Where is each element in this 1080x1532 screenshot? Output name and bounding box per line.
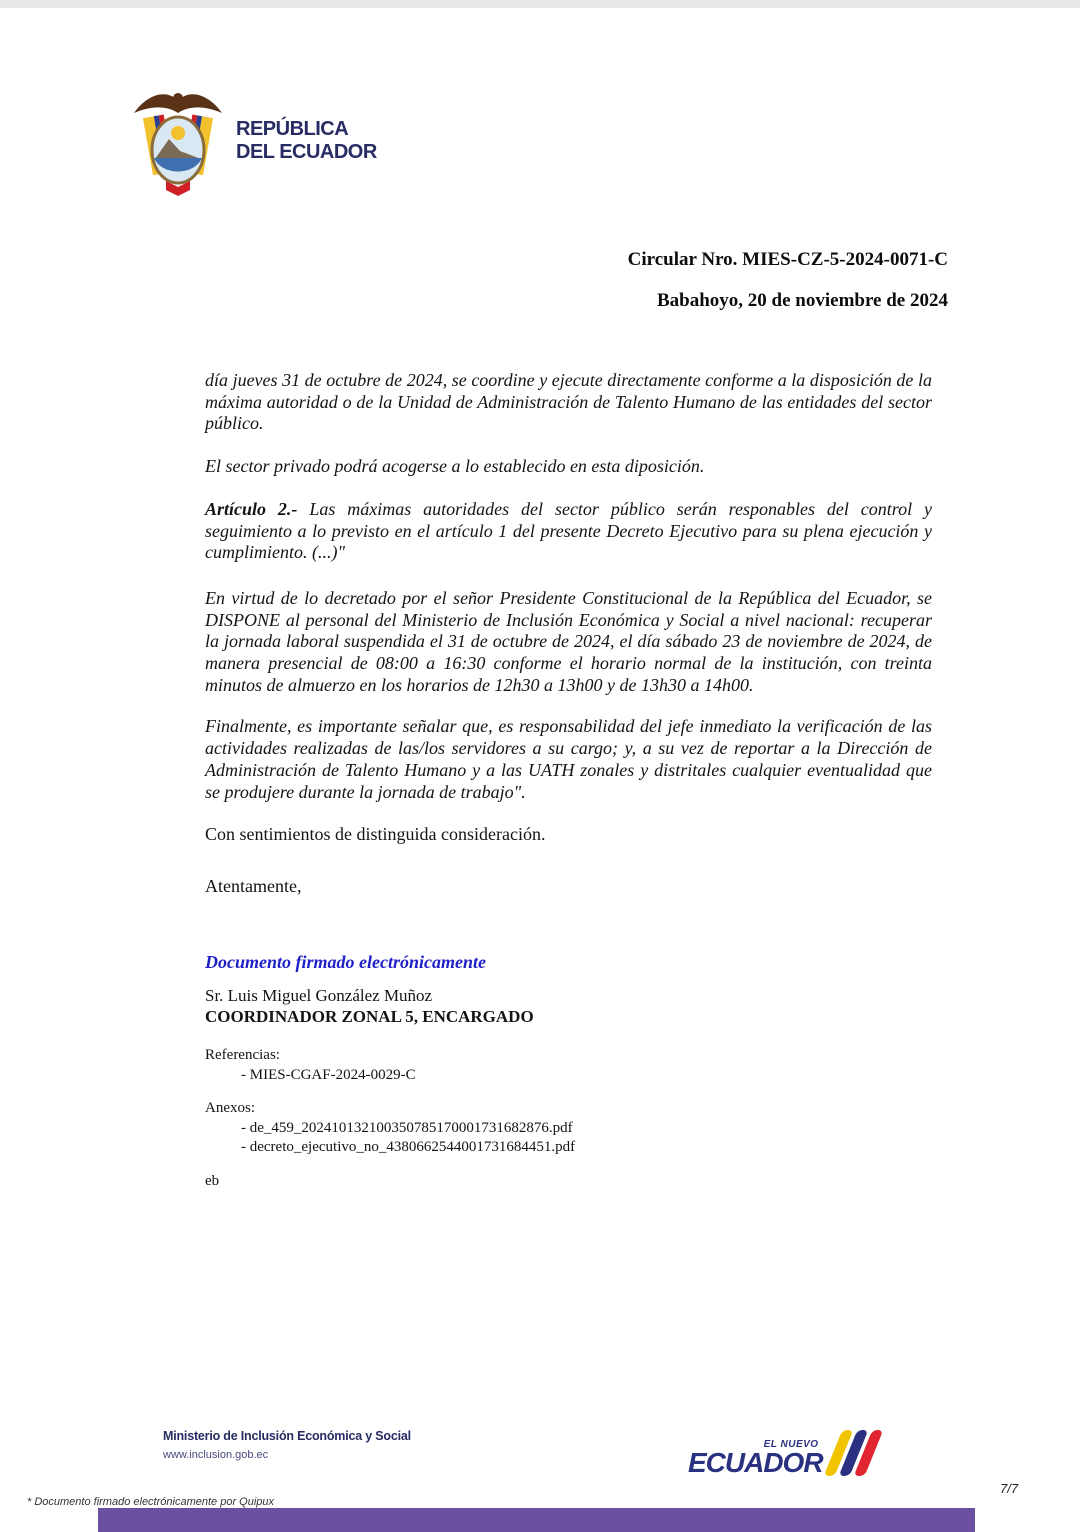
annex-item: - de_459_202410132100350785170001731682876.pdf xyxy=(241,1119,573,1136)
body-paragraph-2 xyxy=(205,456,932,478)
annex-item: - decreto_ejecutivo_no_4380662544001731684451.pdf xyxy=(241,1138,576,1155)
closing-line: Con sentimientos de distinguida consideración. xyxy=(205,824,546,845)
references-label: Referencias: xyxy=(205,1046,280,1063)
clerk-initials: eb xyxy=(205,1172,220,1189)
quipux-note: * Documento firmado electrónicamente por Quipux xyxy=(27,1496,275,1508)
flag-stripes-icon xyxy=(829,1430,874,1476)
brand-name: ECUADOR xyxy=(688,1447,823,1478)
body-paragraph-3 xyxy=(205,499,932,564)
paragraph-text: En virtud de lo decretado por el señor Presidente Constitucional de la República del Ecuador, se DISPONE al personal del Ministerio de Inclusión Económica y Social a nivel nacional: recuperar la jornada laboral suspendida el 31 de octubre de 2024, el día sábado 23 de noviembre de 2024, de manera presencial de 08:00 a 16:30 conforme el horario normal de la institución, con treinta minutos de almuerzo en los horarios de 12h30 a 13h00 y de 13h30 a 14h00. xyxy=(205,587,932,695)
reference-item: - MIES-CGAF-2024-0029-C xyxy=(241,1066,416,1083)
page-indicator: 7/7 xyxy=(1000,1481,1019,1496)
coat-of-arms-ecuador-icon xyxy=(132,86,224,198)
nuevo-ecuador-wordmark xyxy=(688,1439,823,1476)
ministry-name: Ministerio de Inclusión Económica y Social xyxy=(163,1429,411,1443)
paragraph-text: El sector privado podrá acogerse a lo establecido en esta diposición. xyxy=(205,456,705,477)
place-date: Babahoyo, 20 de noviembre de 2024 xyxy=(656,290,948,311)
paragraph-text: Finalmente, es importante señalar que, es responsabilidad del jefe inmediato la verificación de las actividades realizadas de las/los servidores a su cargo; y, a su vez de reportar a la Dirección de Administración de Talento Humano y a las UATH zonales y distritales cualquier eventualidad que se produjere durante la jornada de trabajo". xyxy=(205,716,932,802)
page-top-edge xyxy=(0,0,1080,8)
document-heading xyxy=(400,248,948,313)
references-section xyxy=(205,1046,932,1085)
nuevo-ecuador-logo xyxy=(688,1430,874,1476)
paragraph-text: Las máximas autoridades del sector público serán responables del control y seguimiento a lo previsto en el artículo 1 del presente Decreto Ejecutivo para su plena ejecución y cumplimiento. (...)" xyxy=(205,498,932,563)
body-paragraph-4 xyxy=(205,588,932,697)
letter-body xyxy=(205,370,932,1190)
paragraph-lead: Artículo 2.- xyxy=(205,498,298,519)
paragraph-text: día jueves 31 de octubre de 2024, se coordine y ejecute directamente conforme a la disposición de la máxima autoridad o de la Unidad de Administración de Talento Humano de las entidades del sector público. xyxy=(205,370,932,434)
signer-title: COORDINADOR ZONAL 5, ENCARGADO xyxy=(205,1006,534,1026)
republic-line1: REPÚBLICA xyxy=(236,118,349,140)
salutation: Atentamente, xyxy=(205,875,302,896)
ministry-website: www.inclusion.gob.ec xyxy=(163,1449,269,1461)
signer-name: Sr. Luis Miguel González Muñoz xyxy=(205,985,433,1005)
body-paragraph-5 xyxy=(205,716,932,803)
annexes-section xyxy=(205,1099,932,1157)
body-paragraph-1 xyxy=(205,370,932,435)
republic-wordmark xyxy=(236,118,377,164)
letterhead xyxy=(132,86,377,198)
annexes-label: Anexos: xyxy=(205,1099,255,1116)
republic-line2: DEL ECUADOR xyxy=(236,141,377,163)
electronic-signature-label: Documento firmado electrónicamente xyxy=(205,951,486,972)
brand-tagline: EL NUEVO xyxy=(763,1439,819,1450)
circular-number: Circular Nro. MIES-CZ-5-2024-0071-C xyxy=(627,249,948,270)
ministry-block xyxy=(163,1429,411,1461)
footer-purple-bar xyxy=(98,1508,975,1532)
